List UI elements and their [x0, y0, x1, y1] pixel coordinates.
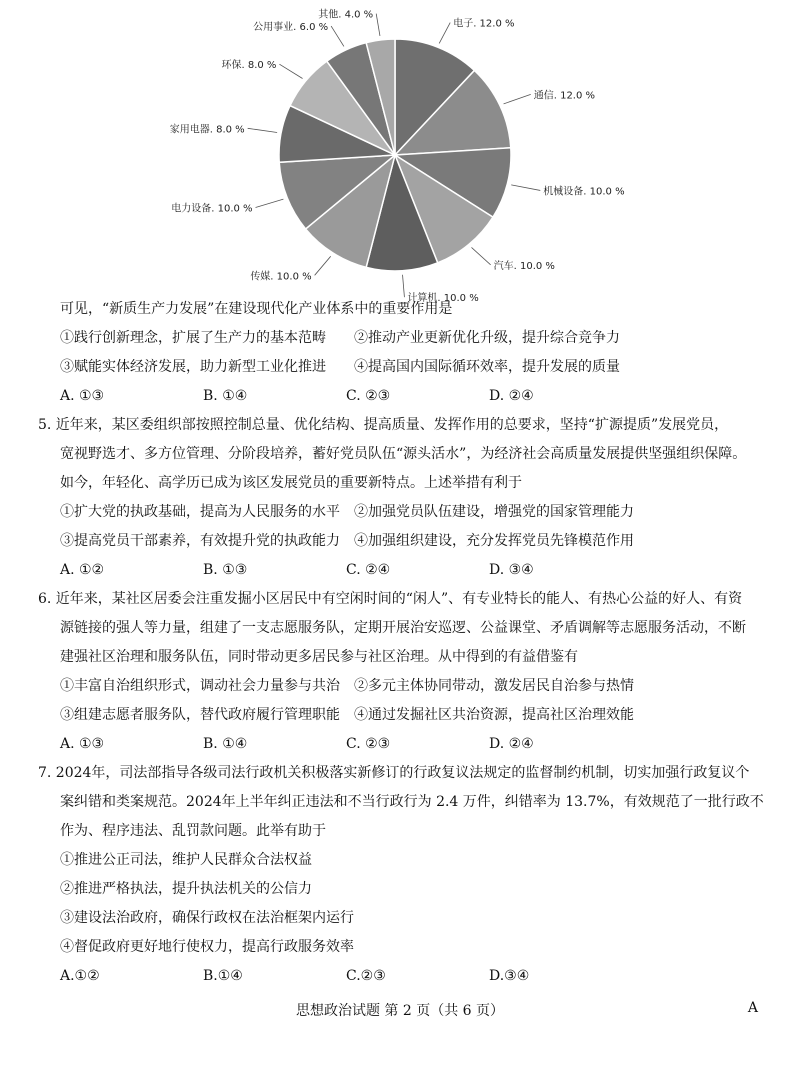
pie-leader-10 [376, 14, 380, 36]
q7-choice-c[interactable]: C.②③ [346, 968, 386, 984]
pie-label-1: 通信. 12.0 % [533, 90, 596, 102]
pie-leader-0 [439, 23, 450, 44]
q6-option-1: ①丰富自治组织形式，调动社会力量参与共治 [60, 678, 340, 694]
q6-choice-a[interactable]: A. ①③ [60, 736, 105, 752]
q4-options-row-1 [60, 324, 760, 353]
pie-leader-8 [279, 64, 302, 78]
q7-stem-line-3: 作为、程序违法、乱罚款问题。此举有助于 [60, 823, 326, 839]
q4-option-2: ②推动产业更新优化升级，提升综合竞争力 [354, 330, 620, 346]
pie-label-0: 电子. 12.0 % [453, 18, 515, 30]
pie-label-4: 计算机. 10.0 % [407, 293, 479, 305]
q5-option-1: ①扩大党的执政基础，提高为人民服务的水平 [60, 504, 340, 520]
q7-choices [60, 962, 760, 991]
q6-choices [60, 730, 760, 759]
q5-stem-line-1: 5. 近年来，某区委组织部按照控制总量、优化结构、提高质量、发挥作用的总要求，坚持“扩源提质”发展党员， [38, 417, 729, 433]
q7-option-3: ③建设法治政府，确保行政权在法治框架内运行 [60, 910, 354, 926]
pie-label-2: 机械设备. 10.0 % [543, 186, 625, 198]
q6-choice-d[interactable]: D. ②④ [489, 736, 534, 752]
q4-choices [60, 382, 760, 411]
q6-options-row-2 [60, 701, 760, 730]
pie-label-10: 其他. 4.0 % [318, 9, 374, 21]
q4-stem: 可见，“新质生产力发展”在建设现代化产业体系中的重要作用是 [60, 301, 453, 317]
q4-choice-c[interactable]: C. ②③ [346, 388, 391, 404]
q4-choice-d[interactable]: D. ②④ [489, 388, 534, 404]
pie-leader-4 [403, 275, 405, 297]
industry-pie-chart [169, 9, 625, 305]
q6-option-3: ③组建志愿者服务队，替代政府履行管理职能 [60, 707, 340, 723]
q5-option-4: ④加强组织建设，充分发挥党员先锋模范作用 [354, 533, 634, 549]
q6-choice-c[interactable]: C. ②③ [346, 736, 391, 752]
pie-label-7: 家用电器. 8.0 % [169, 124, 245, 136]
q6-choice-b[interactable]: B. ①④ [203, 736, 248, 752]
q5-choice-a[interactable]: A. ①② [60, 562, 105, 578]
q5-choices [60, 556, 760, 585]
pie-leader-3 [471, 247, 490, 264]
q6-options-row-1 [60, 672, 760, 701]
q7-stem-line-1: 7. 2024年，司法部指导各级司法行政机关积极落实新修订的行政复议法规定的监督制约机制，切实加强行政复议个 [38, 765, 750, 781]
q7-option-2: ②推进严格执法，提升执法机关的公信力 [60, 881, 312, 897]
footer-version-label: A [747, 1000, 758, 1016]
q4-choice-b[interactable]: B. ①④ [203, 388, 248, 404]
q7-stem-line-2: 案纠错和类案规范。2024年上半年纠正违法和不当行政行为 2.4 万件，纠错率为 13.7%，有效规范了一批行政不 [60, 794, 764, 810]
pie-leader-2 [511, 185, 540, 191]
q7-option-4: ④督促政府更好地行使权力，提高行政服务效率 [60, 939, 354, 955]
pie-label-3: 汽车. 10.0 % [493, 260, 555, 272]
q5-options-row-2 [60, 527, 760, 556]
q5-stem-line-3: 如今，年轻化、高学历已成为该区发展党员的重要新特点。上述举措有利于 [60, 475, 522, 491]
q6-option-2: ②多元主体协同带动，激发居民自治参与热情 [354, 678, 634, 694]
pie-label-9: 公用事业. 6.0 % [253, 22, 329, 34]
pie-label-8: 环保. 8.0 % [221, 60, 277, 72]
pie-label-5: 传媒. 10.0 % [250, 271, 312, 283]
q7-option-1: ①推进公正司法，维护人民群众合法权益 [60, 852, 312, 868]
q5-option-2: ②加强党员队伍建设，增强党的国家管理能力 [354, 504, 634, 520]
q5-choice-c[interactable]: C. ②④ [346, 562, 391, 578]
q6-stem-line-1: 6. 近年来，某社区居委会注重发掘小区居民中有空闲时间的“闲人”、有专业特长的能人、有热心公益的好人、有资 [38, 591, 743, 607]
questions-section [38, 295, 764, 991]
q7-choice-d[interactable]: D.③④ [489, 968, 530, 984]
page-footer [0, 1000, 800, 1024]
q6-stem-line-3: 建强社区治理和服务队伍，同时带动更多居民参与社区治理。从中得到的有益借鉴有 [60, 649, 578, 665]
q4-option-3: ③赋能实体经济发展，助力新型工业化推进 [60, 359, 326, 375]
pie-leader-9 [331, 26, 344, 46]
q6-stem-line-2: 源链接的强人等力量，组建了一支志愿服务队，定期开展治安巡逻、公益课堂、矛盾调解等志愿服务活动，不断 [60, 620, 746, 636]
q4-choice-a[interactable]: A. ①③ [60, 388, 105, 404]
q7-choice-b[interactable]: B.①④ [203, 968, 243, 984]
q5-choice-b[interactable]: B. ①③ [203, 562, 248, 578]
q5-option-3: ③提高党员干部素养，有效提升党的执政能力 [60, 533, 340, 549]
q5-options-row-1 [60, 498, 760, 527]
q4-options-row-2 [60, 353, 760, 382]
q4-option-1: ①践行创新理念，扩展了生产力的基本范畴 [60, 330, 326, 346]
q5-choice-d[interactable]: D. ③④ [489, 562, 534, 578]
footer-page-info: 思想政治试题 第 2 页（共 6 页） [295, 1003, 505, 1019]
pie-leader-6 [256, 199, 284, 207]
q5-stem-line-2: 宽视野选才、多方位管理、分阶段培养，蓄好党员队伍“源头活水”，为经济社会高质量发展提供坚强组织保障。 [60, 446, 747, 462]
pie-label-6: 电力设备. 10.0 % [171, 203, 253, 215]
pie-leader-7 [248, 128, 277, 132]
pie-leader-5 [315, 256, 331, 275]
q7-choice-a[interactable]: A.①② [60, 968, 100, 984]
q4-option-4: ④提高国内国际循环效率，提升发展的质量 [354, 359, 620, 375]
q6-option-4: ④通过发掘社区共治资源，提高社区治理效能 [354, 707, 634, 723]
pie-leader-1 [504, 94, 531, 104]
